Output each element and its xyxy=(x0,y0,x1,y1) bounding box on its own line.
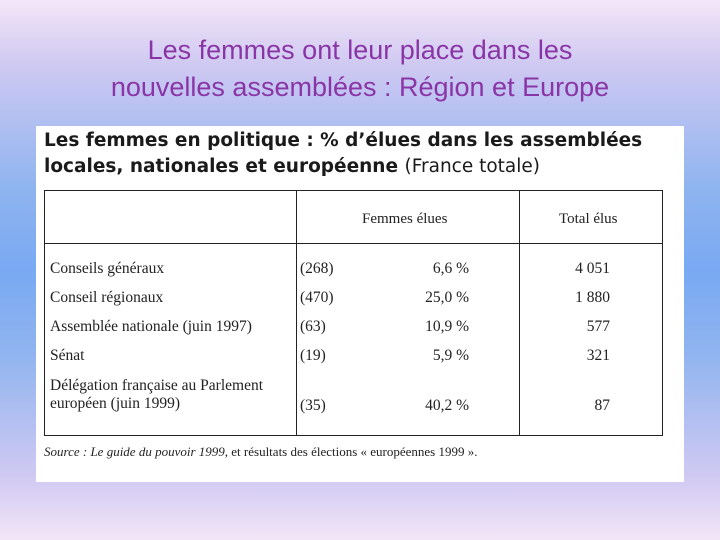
scanned-document xyxy=(36,126,684,482)
document-heading xyxy=(44,128,642,180)
row-label: Conseils généraux xyxy=(50,260,165,277)
table-divider-1 xyxy=(296,191,297,435)
column-header-total: Total élus xyxy=(559,211,618,227)
row-label: Assemblée nationale (juin 1997) xyxy=(50,318,252,335)
row-count: (268) xyxy=(300,260,334,277)
source-note xyxy=(44,444,478,460)
row-total: 577 xyxy=(586,318,610,335)
source-italic: Source : Le guide du pouvoir 1999, xyxy=(44,444,229,459)
row-percent: 6,6 % xyxy=(432,260,469,277)
row-count: (19) xyxy=(300,347,326,364)
row-total: 321 xyxy=(586,347,610,364)
row-total: 1 880 xyxy=(575,289,610,306)
row-count: (63) xyxy=(300,318,326,335)
document-heading-line-2 xyxy=(44,154,642,180)
row-percent: 10,9 % xyxy=(425,318,469,335)
document-heading-line-1: Les femmes en politique : % d’élues dans les assemblées xyxy=(44,130,643,151)
heading-light-part: (France totale) xyxy=(404,156,541,177)
slide-title-line-2: nouvelles assemblées : Région et Europe xyxy=(110,72,610,102)
slide-title-line-1: Les femmes ont leur place dans les xyxy=(147,35,573,65)
row-count: (470) xyxy=(300,289,334,306)
row-percent: 25,0 % xyxy=(425,289,469,306)
row-label-line-1: Délégation française au Parlement xyxy=(50,377,264,394)
slide-title xyxy=(0,32,720,106)
table-header-rule xyxy=(45,243,662,244)
heading-bold-part: locales, nationales et européenne xyxy=(44,156,399,177)
row-total: 4 051 xyxy=(575,260,610,277)
row-label: Sénat xyxy=(50,347,85,364)
data-table xyxy=(44,190,663,436)
row-total: 87 xyxy=(594,397,610,414)
source-rest: et résultats des élections « européennes 1999 ». xyxy=(228,444,478,459)
row-percent: 5,9 % xyxy=(432,347,469,364)
column-header-women: Femmes élues xyxy=(362,211,448,227)
row-percent: 40,2 % xyxy=(425,397,469,414)
row-label-line-2: européen (juin 1999) xyxy=(50,395,180,412)
table-divider-2 xyxy=(519,191,520,435)
row-label: Conseil régionaux xyxy=(50,289,164,306)
row-count: (35) xyxy=(300,397,326,414)
